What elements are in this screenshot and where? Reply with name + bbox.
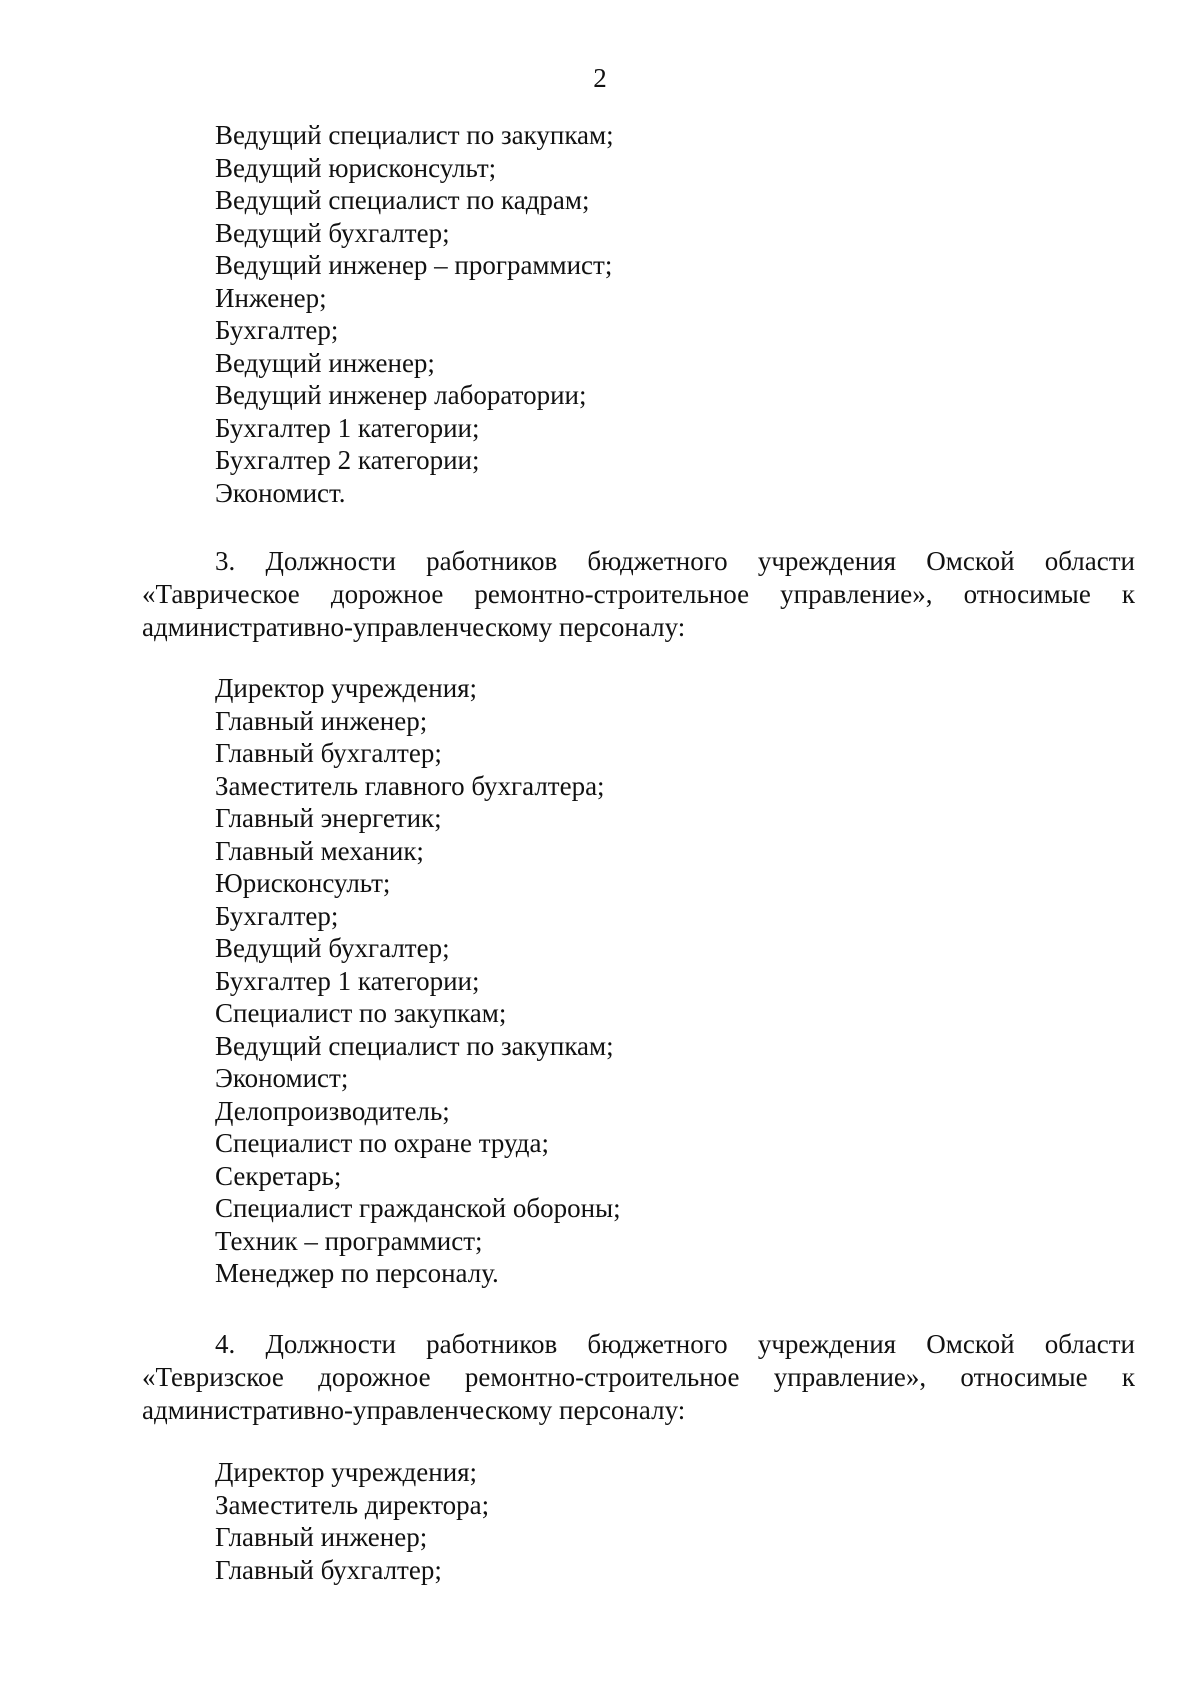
list-item: Заместитель главного бухгалтера; — [215, 770, 605, 801]
list-item: Директор учреждения; — [215, 673, 478, 703]
list-item: Ведущий инженер – программист; — [215, 250, 613, 280]
list-item: Инженер; — [215, 282, 327, 313]
list-item: Главный энергетик; — [215, 803, 442, 833]
list-item: Экономист. — [215, 477, 346, 508]
list-item: Бухгалтер; — [215, 900, 339, 931]
paragraph-line: административно-управленческому персоналу: — [142, 1395, 686, 1425]
list-item: Ведущий специалист по закупкам; — [215, 120, 614, 150]
list-item: Директор учреждения; — [215, 1457, 478, 1487]
positions-list-section-3 — [215, 672, 621, 1290]
list-item: Бухгалтер; — [215, 315, 339, 345]
list-item: Бухгалтер 2 категории; — [215, 445, 480, 475]
paragraph-line: «Тевризское дорожное ремонтно-строительное управление», относимые к — [142, 1362, 1135, 1392]
list-item: Главный механик; — [215, 835, 424, 866]
list-item: Бухгалтер 1 категории; — [215, 965, 480, 996]
list-item: Главный инженер; — [215, 1522, 428, 1552]
list-item: Специалист гражданской обороны; — [215, 1193, 621, 1223]
list-item: Секретарь; — [215, 1160, 342, 1191]
section-3-heading — [142, 545, 1135, 644]
page-number: 2 — [593, 63, 607, 93]
list-item: Ведущий инженер; — [215, 347, 435, 378]
list-item: Ведущий юрисконсульт; — [215, 152, 497, 183]
list-item: Специалист по охране труда; — [215, 1128, 550, 1158]
paragraph-line: 4. Должности работников бюджетного учреждения Омской области — [215, 1329, 1135, 1359]
positions-list-section-4 — [215, 1456, 489, 1586]
list-item: Ведущий бухгалтер; — [215, 933, 450, 963]
list-item: Юрисконсульт; — [215, 868, 391, 898]
paragraph-line: административно-управленческому персоналу: — [142, 612, 686, 642]
list-item: Главный инженер; — [215, 705, 428, 736]
list-item: Ведущий специалист по закупкам; — [215, 1030, 614, 1061]
list-item: Заместитель директора; — [215, 1489, 490, 1520]
list-item: Менеджер по персоналу. — [215, 1258, 499, 1288]
list-item: Техник – программист; — [215, 1225, 483, 1256]
section-4-heading — [142, 1328, 1135, 1427]
paragraph-line: «Таврическое дорожное ремонтно-строительное управление», относимые к — [142, 579, 1135, 609]
list-item: Ведущий инженер лаборатории; — [215, 380, 587, 410]
list-item: Экономист; — [215, 1063, 349, 1093]
list-item: Ведущий бухгалтер; — [215, 217, 450, 248]
list-item: Бухгалтер 1 категории; — [215, 412, 480, 443]
list-item: Ведущий специалист по кадрам; — [215, 185, 590, 215]
list-item: Делопроизводитель; — [215, 1095, 450, 1126]
positions-list-section-2 — [215, 119, 614, 509]
list-item: Главный бухгалтер; — [215, 1554, 442, 1585]
paragraph-line: 3. Должности работников бюджетного учреждения Омской области — [215, 546, 1135, 576]
list-item: Главный бухгалтер; — [215, 738, 442, 768]
list-item: Специалист по закупкам; — [215, 998, 507, 1028]
